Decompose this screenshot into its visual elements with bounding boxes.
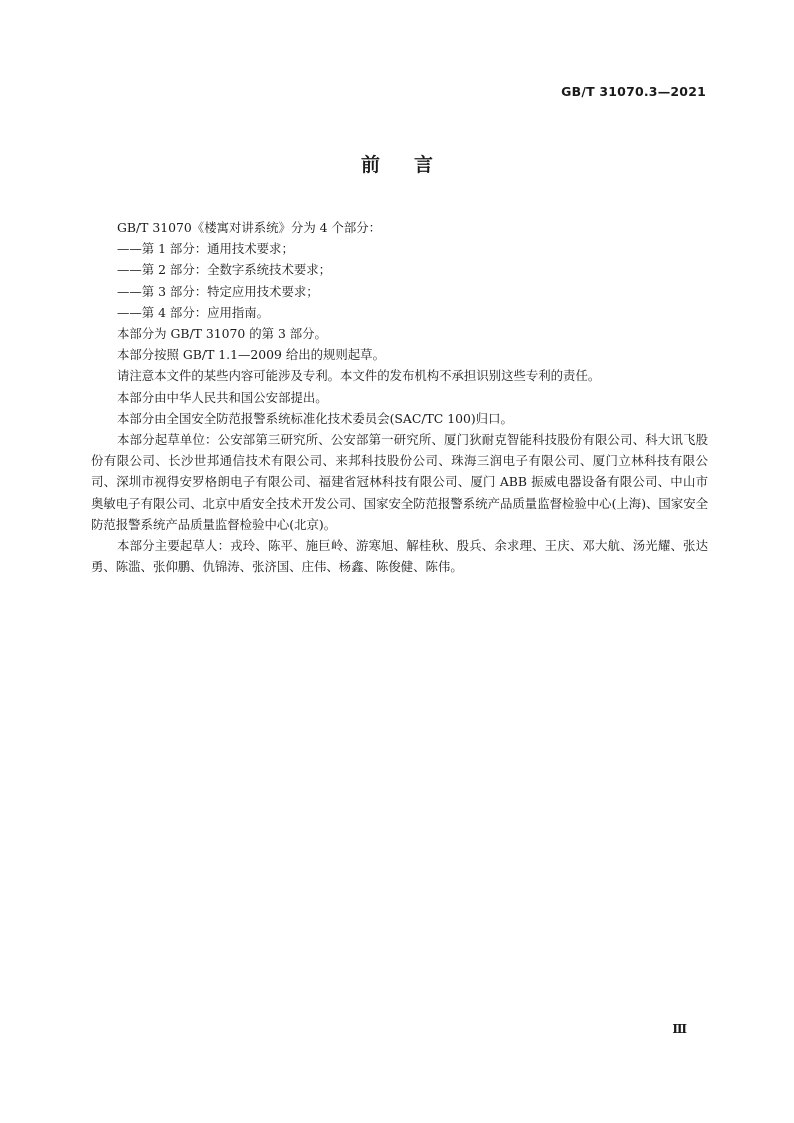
paragraph-drafters: 本部分主要起草人：戎玲、陈平、施巨岭、游寒旭、解桂秋、殷兵、余求理、王庆、邓大航、汤光耀、张达勇、陈滥、张仰鹏、仇锦涛、张济国、庄伟、杨鑫、陈俊健、陈伟。: [91, 538, 708, 575]
list-item-part-1: ——第 1 部分：通用技术要求；: [117, 241, 294, 257]
paragraph-committee: 本部分由全国安全防范报警系统标准化技术委员会(SAC/TC 100)归口。: [117, 410, 513, 426]
document-body: [91, 217, 708, 577]
paragraph-proposer: 本部分由中华人民共和国公安部提出。: [117, 389, 328, 405]
paragraph-drafting-units: 本部分起草单位：公安部第三研究所、公安部第一研究所、厦门狄耐克智能科技股份有限公司、科大讯飞股份有限公司、长沙世邦通信技术有限公司、来邦科技股份公司、珠海三润电子有限公司、厦门立林科技有限公司、深圳市视得安罗格朗电子有限公司、福建省冠林科技有限公司、厦门 ABB 振威电器设备有限公司、中山市奥敏电子有限公司、北京中盾安全技术开发公司、国家安全防范报警系统产品质量监督检验中心(上海)、国家安全防范报警系统产品质量监督检验中心(北京)。: [91, 432, 708, 532]
page-title: 前言: [360, 154, 467, 176]
paragraph-intro: GB/T 31070《楼寓对讲系统》分为 4 个部分：: [117, 220, 382, 235]
document-code: GB/T 31070.3—2021: [561, 84, 706, 99]
page-number: Ⅲ: [672, 1022, 687, 1036]
list-item-part-2: ——第 2 部分：全数字系统技术要求；: [117, 262, 332, 278]
paragraph-patent-notice: 请注意本文件的某些内容可能涉及专利。本文件的发布机构不承担识别这些专利的责任。: [117, 368, 601, 384]
list-item-part-4: ——第 4 部分：应用指南。: [117, 304, 270, 320]
paragraph-drafting-rules: 本部分按照 GB/T 1.1—2009 给出的规则起草。: [117, 347, 385, 363]
paragraph-scope: 本部分为 GB/T 31070 的第 3 部分。: [117, 326, 327, 342]
list-item-part-3: ——第 3 部分：特定应用技术要求；: [117, 283, 319, 299]
